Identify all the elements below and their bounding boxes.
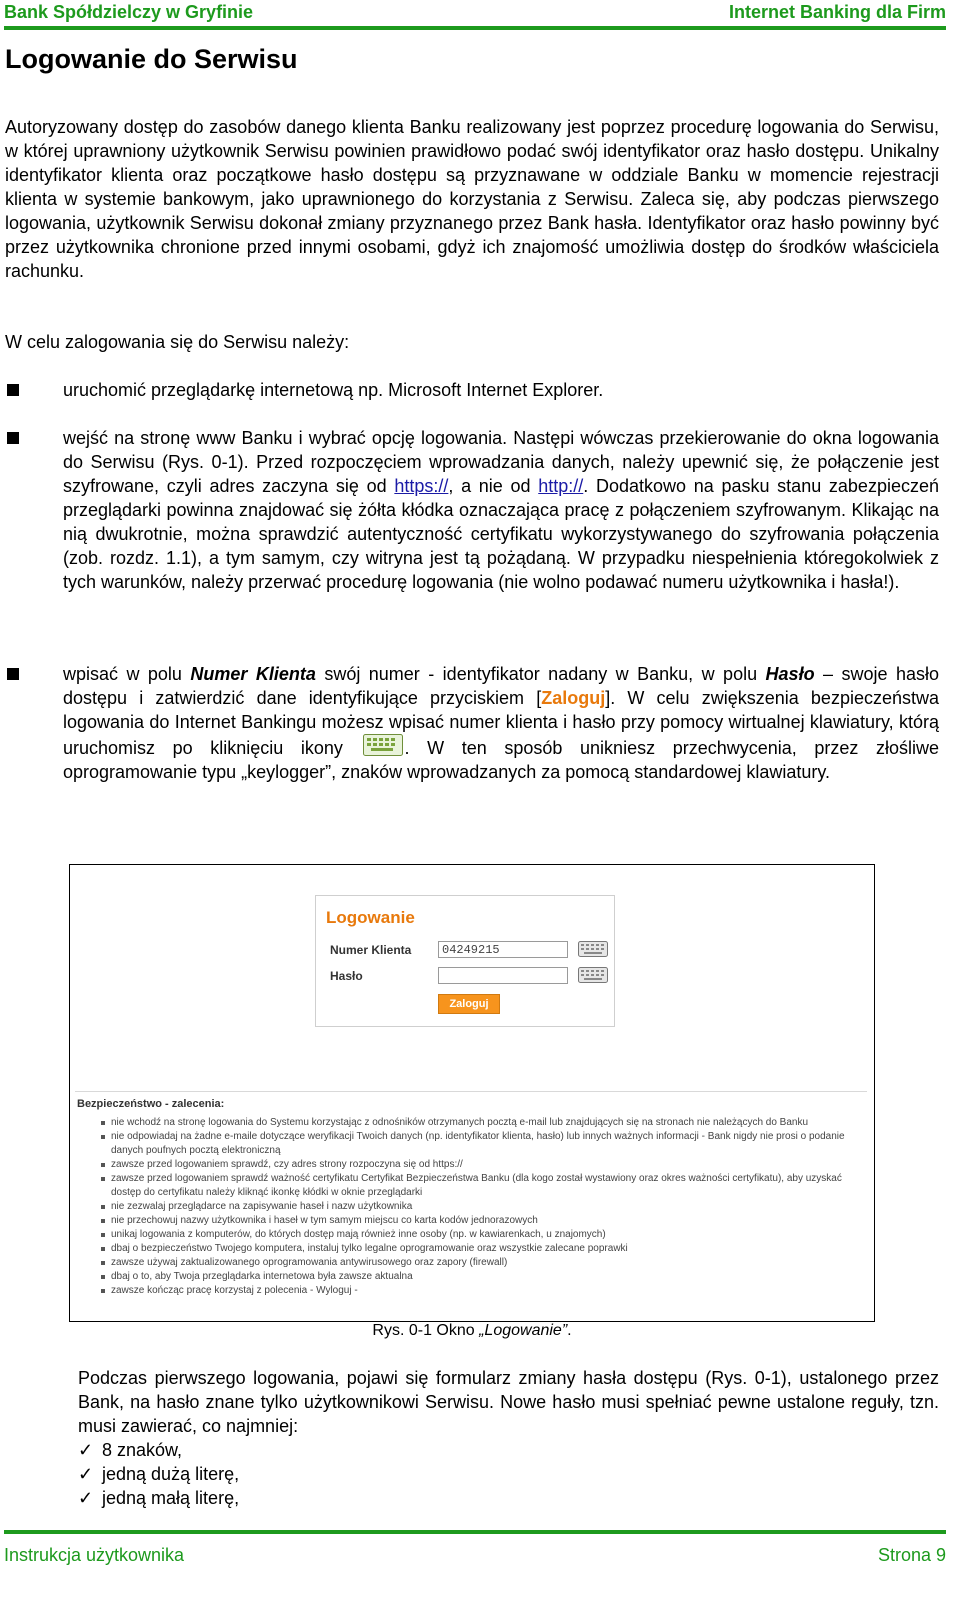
rule-text: 8 znaków, bbox=[102, 1440, 183, 1460]
header-divider bbox=[4, 26, 946, 30]
page-header bbox=[4, 2, 946, 24]
security-title: Bezpieczeństwo - zalecenia: bbox=[77, 1098, 225, 1110]
security-recommendations bbox=[75, 1091, 867, 1317]
list-item: dbaj o bezpieczeństwo Twojego komputera, instaluj tylko legalne oprogramowanie oraz wszystkie zalecane poprawki bbox=[99, 1242, 859, 1256]
list-item: nie wchodź na stronę logowania do Systemu korzystając z odnośników otrzymanych pocztą e-mail lub znajdujących się na stronach nie należących do Banku bbox=[99, 1116, 859, 1130]
client-number-input[interactable]: 04249215 bbox=[438, 941, 568, 958]
login-button[interactable]: Zaloguj bbox=[438, 994, 500, 1014]
bullet-marker bbox=[5, 384, 25, 396]
client-number-term: Numer Klienta bbox=[190, 664, 316, 684]
checkmark-icon: ✓ bbox=[78, 1440, 94, 1460]
password-label: Hasło bbox=[330, 969, 363, 983]
step-2-text bbox=[63, 426, 939, 594]
rule-item bbox=[78, 1438, 182, 1462]
list-item: unikaj logowania z komputerów, do których dostęp mają również inne osoby (np. w kawiarenkach, u znajomych) bbox=[99, 1228, 859, 1242]
http-link[interactable]: http:// bbox=[538, 476, 584, 496]
caption-prefix: Rys. 0-1 Okno bbox=[372, 1322, 480, 1339]
steps-intro: W celu zalogowania się do Serwisu należy: bbox=[5, 332, 350, 352]
figure-caption bbox=[0, 1322, 944, 1340]
rule-text: jedną dużą literę, bbox=[102, 1464, 240, 1484]
checkmark-icon: ✓ bbox=[78, 1488, 94, 1508]
https-link[interactable]: https:// bbox=[394, 476, 449, 496]
rule-item bbox=[78, 1486, 239, 1510]
step-1-text: uruchomić przeglądarkę internetową np. Microsoft Internet Explorer. bbox=[63, 380, 604, 400]
product-name: Internet Banking dla Firm bbox=[728, 2, 946, 22]
login-panel bbox=[315, 895, 615, 1027]
step-2-part-b: , a nie od bbox=[448, 476, 539, 496]
rule-item bbox=[78, 1462, 239, 1486]
bank-name: Bank Spółdzielczy w Gryfinie bbox=[4, 2, 254, 22]
section-title: Logowanie do Serwisu bbox=[5, 44, 298, 74]
step-3-part-c: swój numer - identyfikator nadany w Banku, w polu bbox=[315, 664, 766, 684]
step-2-part-c: . Dodatkowo na pasku stanu zabezpieczeń przeglądarki powinna znajdować się żółta kłódka oznaczająca pracę z połączeniem szyfrowanym. Klikając na nią dwukrotnie, można sprawdzić autentyczność certyfikatu wykorzystywanego do szyfrowania połączenia (zob. rozdz. 1.1), a tym samym, czy witryna jest tą pożądaną. W przypadku niespełnienia któregokolwiek z tych warunków, należy przerwać procedurę logowania (nie wolno podawać numeru użytkownika i hasła!). bbox=[63, 476, 939, 592]
page-number: Strona 9 bbox=[877, 1545, 946, 1565]
caption-italic: „Logowanie” bbox=[479, 1322, 568, 1339]
zaloguj-term: Zaloguj bbox=[541, 688, 606, 708]
first-login-paragraph: Podczas pierwszego logowania, pojawi się formularz zmiany hasła dostępu (Rys. 0-1), ustalonego przez Bank, na hasło znane tylko użytkownikowi Serwisu. Nowe hasło musi spełniać pewne ustalone reguły, tzn. musi zawierać, co najmniej: bbox=[78, 1368, 939, 1436]
virtual-keyboard-icon bbox=[363, 734, 403, 756]
password-term: Hasło bbox=[765, 664, 815, 684]
list-item: zawsze kończąc pracę korzystaj z polecenia - Wyloguj - bbox=[99, 1284, 859, 1298]
checkmark-icon: ✓ bbox=[78, 1464, 94, 1484]
rule-text: jedną małą literę, bbox=[102, 1488, 240, 1508]
intro-paragraph: Autoryzowany dostęp do zasobów danego klienta Banku realizowany jest poprzez procedurę logowania do Serwisu, w której uprawniony użytkownik Serwisu powinien prawidłowo podać swój identyfikator oraz hasło dostępu. Unikalny identyfikator klienta oraz początkowe hasło dostępu są przyznawane w oddziale Banku w momencie rejestracji klienta w systemie bankowym, jako uprawnionego do korzystania z Serwisu. Zaleca się, aby podczas pierwszego logowania, użytkownik Serwisu dokonał zmiany przyznanego przez Bank hasła. Identyfikator oraz hasło powinny być przez użytkownika chronione przed innymi osobami, gdyż ich znajomość umożliwia dostęp do środków właściciela rachunku. bbox=[5, 117, 939, 281]
list-item: zawsze przed logowaniem sprawdź, czy adres strony rozpoczyna się od https:// bbox=[99, 1158, 859, 1172]
step-2-part-a: wejść na stronę www Banku i wybrać opcję logowania. Następi wówczas przekierowanie do okna logowania do Serwisu (Rys. 0-1). Przed rozpoczęciem wprowadzania danych, należy upewnić się, że połączenie jest szyfrowane, czyli adres zaczyna się od bbox=[63, 428, 939, 496]
step-3-part-e: – swoje hasło dostępu i zatwierdzić dane identyfikujące przyciskiem [ bbox=[63, 664, 939, 708]
client-number-label: Numer Klienta bbox=[330, 943, 412, 957]
list-item: dbaj o to, aby Twoja przeglądarka internetowa była zawsze aktualna bbox=[99, 1270, 859, 1284]
list-item: nie zezwalaj przeglądarce na zapisywanie haseł i nazw użytkownika bbox=[99, 1200, 859, 1214]
list-item: zawsze przed logowaniem sprawdź ważność certyfikatu Certyfikat Bezpieczeństwa Banku (dla kogo został wystawiony oraz okres ważności certyfikatu), aby uzyskać dostęp do certyfikatu należy kliknąć ikonkę kłódki w oknie przeglądarki bbox=[99, 1172, 859, 1200]
keyboard-icon[interactable] bbox=[578, 941, 608, 957]
step-3-part-h: . W ten sposób unikniesz przechwycenia, przez złośliwe oprogramowanie typu „keylogger”, znaków wprowadzanych za pomocą standardowej klawiatury. bbox=[63, 738, 939, 782]
caption-suffix: . bbox=[567, 1322, 572, 1339]
login-title: Logowanie bbox=[326, 908, 415, 927]
step-3-part-g: ]. W celu zwiększenia bezpieczeństwa logowania do Internet Bankingu możesz wpisać numer klienta i hasło przy pomocy wirtualnej klawiatury, którą uruchomisz po kliknięciu ikony bbox=[63, 688, 939, 758]
list-item: nie przechowuj nazwy użytkownika i haseł w tym samym miejscu co karta kodów jednorazowych bbox=[99, 1214, 859, 1228]
list-item: zawsze używaj zaktualizowanego oprogramowania antywirusowego oraz zapory (firewall) bbox=[99, 1256, 859, 1270]
keyboard-icon[interactable] bbox=[578, 967, 608, 983]
list-item: nie odpowiadaj na żadne e-maile dotyczące weryfikacji Twoich danych (np. identyfikator klienta, hasło) lub innych ważnych informacji - Bank nigdy nie prosi o podanie danych poufnych pocztą elektroniczną bbox=[99, 1130, 859, 1158]
page-footer bbox=[4, 1545, 946, 1567]
bullet-marker bbox=[5, 432, 25, 444]
security-list bbox=[99, 1116, 859, 1298]
document-name: Instrukcja użytkownika bbox=[4, 1545, 185, 1565]
login-screenshot bbox=[69, 864, 875, 1322]
footer-divider bbox=[4, 1530, 946, 1534]
step-3-part-a: wpisać w polu bbox=[63, 664, 191, 684]
password-input[interactable] bbox=[438, 967, 568, 984]
bullet-marker bbox=[5, 668, 25, 680]
step-3-text bbox=[63, 662, 939, 784]
